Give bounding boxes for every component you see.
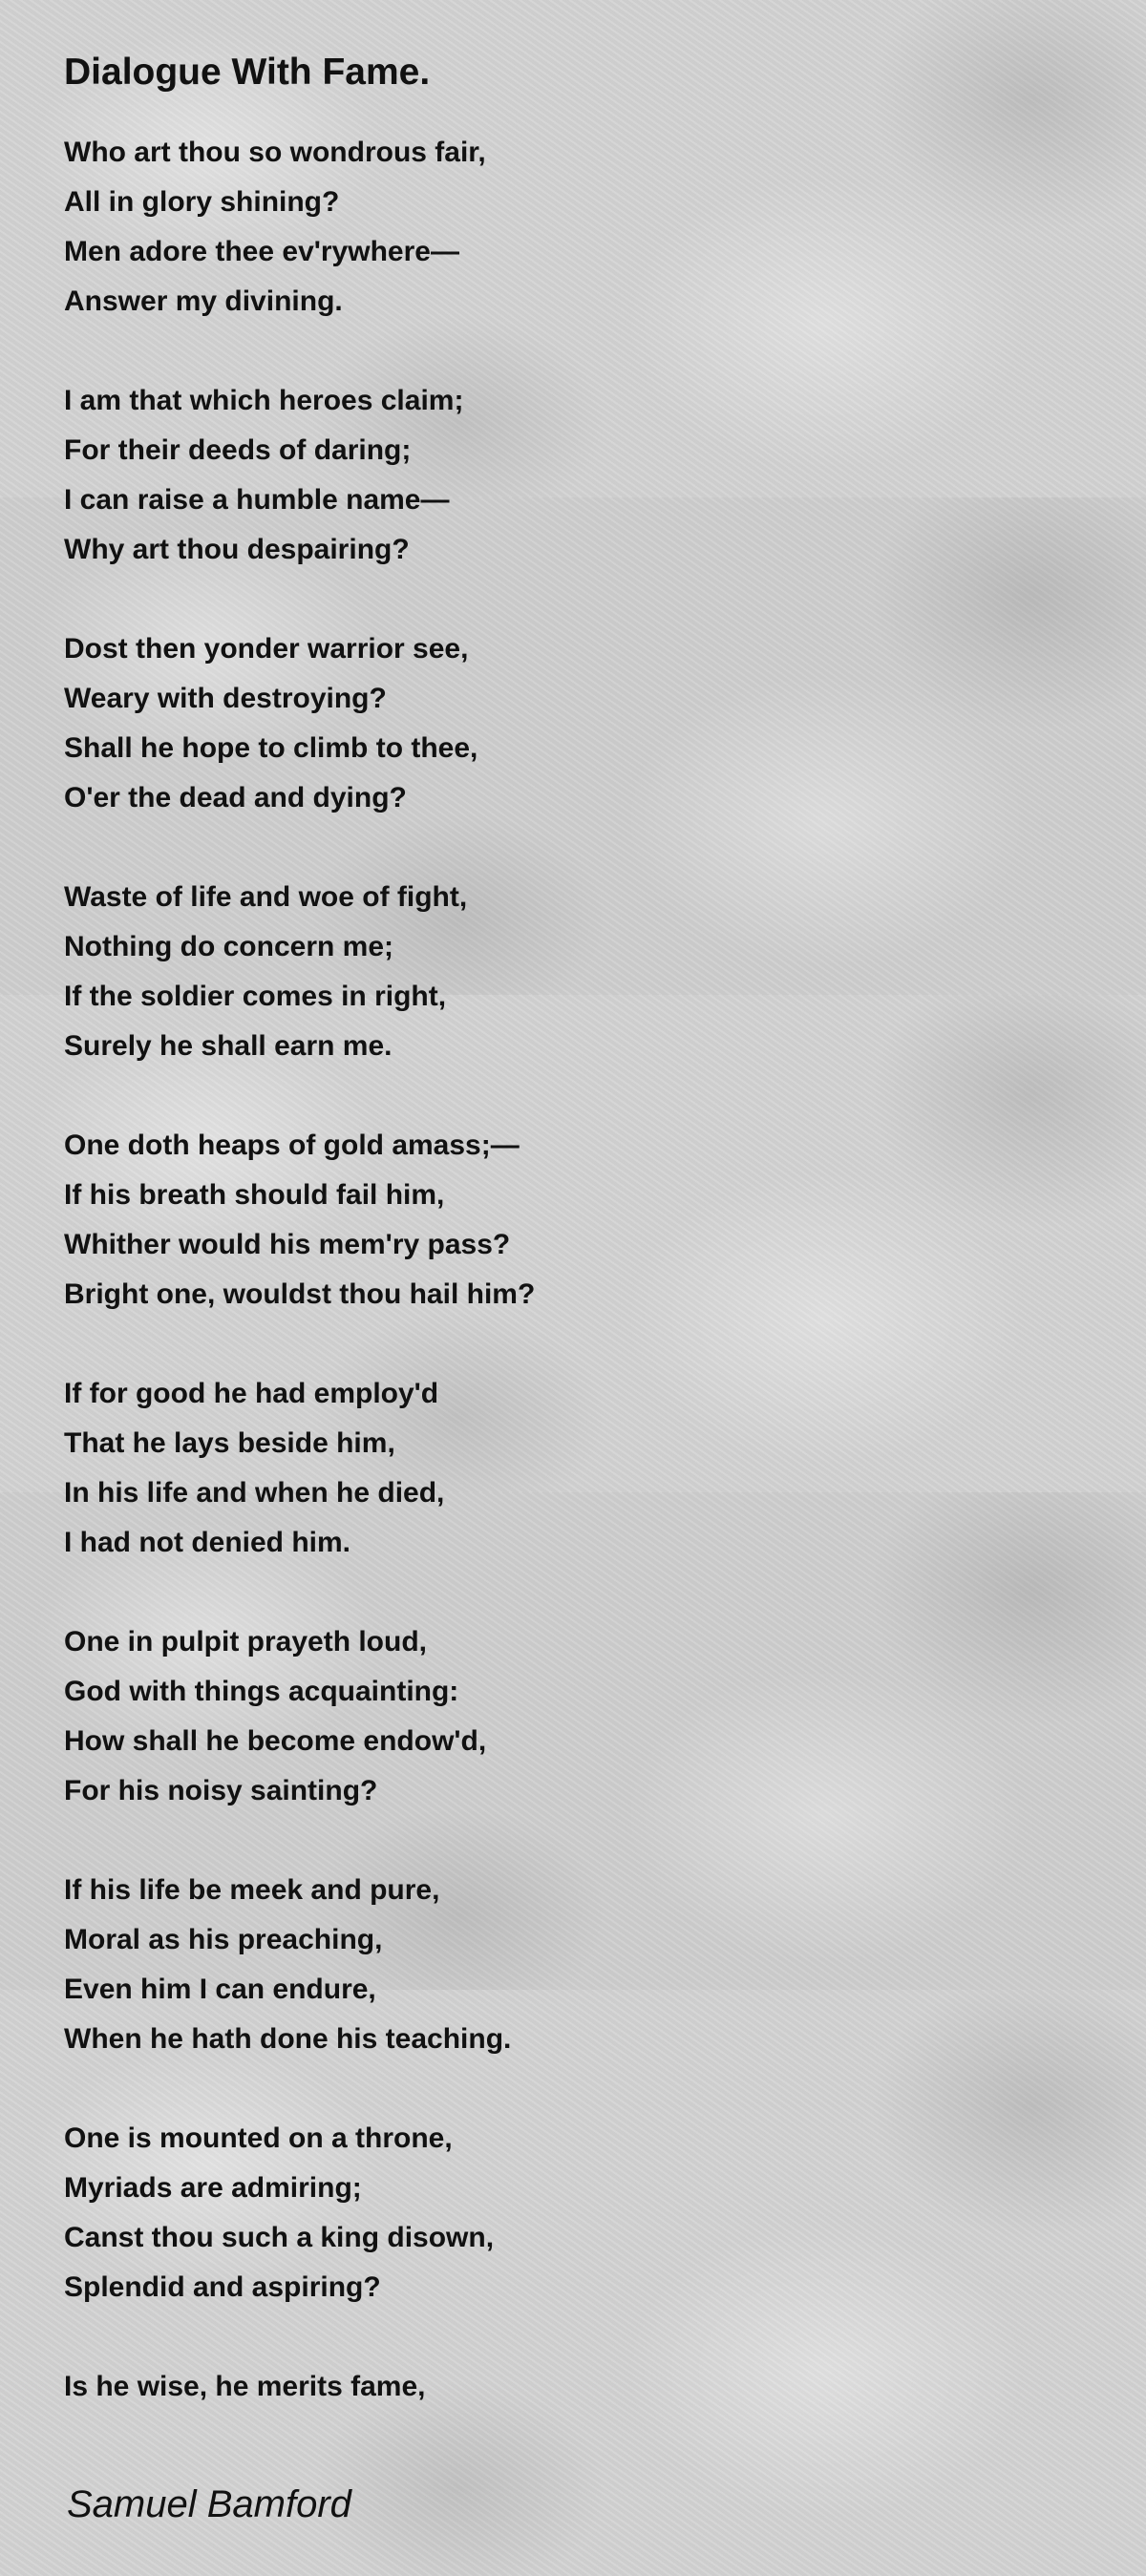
poem-line: If the soldier comes in right, — [64, 981, 447, 1012]
poem-line: Who art thou so wondrous fair, — [64, 137, 486, 168]
stanza — [64, 1866, 1095, 2064]
poem-line: Dost then yonder warrior see, — [64, 633, 469, 665]
poem-line: Weary with destroying? — [64, 683, 387, 714]
poem-line: That he lays beside him, — [64, 1427, 395, 1459]
stanza — [64, 624, 1095, 823]
poem-line: All in glory shining? — [64, 186, 340, 218]
poem-line: One in pulpit prayeth loud, — [64, 1626, 427, 1658]
poem-line: Surely he shall earn me. — [64, 1030, 393, 1062]
poem-line: I am that which heroes claim; — [64, 385, 464, 416]
poem-line: Moral as his preaching, — [64, 1924, 383, 1955]
poem-container — [64, 46, 1095, 2461]
poem-line: One doth heaps of gold amass;— — [64, 1130, 520, 1161]
poem-line: I can raise a humble name— — [64, 484, 450, 516]
poem-line: Bright one, wouldst thou hail him? — [64, 1278, 536, 1310]
stanza — [64, 2362, 1095, 2412]
poem-line: Splendid and aspiring? — [64, 2271, 381, 2303]
poem-line: For their deeds of daring; — [64, 434, 412, 466]
poem-line: If for good he had employ'd — [64, 1378, 439, 1409]
poem-line: Is he wise, he merits fame, — [64, 2371, 426, 2402]
stanza — [64, 376, 1095, 575]
poem-line: If his life be meek and pure, — [64, 1874, 440, 1906]
poem-line: If his breath should fail him, — [64, 1179, 445, 1211]
stanza — [64, 873, 1095, 1071]
poem-line: In his life and when he died, — [64, 1477, 445, 1509]
stanza — [64, 1121, 1095, 1320]
stanza — [64, 128, 1095, 327]
poem-line: Canst thou such a king disown, — [64, 2222, 495, 2253]
poem-line: One is mounted on a throne, — [64, 2122, 453, 2154]
stanza — [64, 1369, 1095, 1568]
poem-line: I had not denied him. — [64, 1527, 350, 1558]
poem-line: Waste of life and woe of fight, — [64, 881, 468, 913]
stanza — [64, 1617, 1095, 1816]
poem-author: Samuel Bamford — [67, 2483, 351, 2525]
poem-line: Whither would his mem'ry pass? — [64, 1229, 511, 1260]
poem-line: O'er the dead and dying? — [64, 782, 407, 813]
poem-line: Even him I can endure, — [64, 1974, 376, 2005]
poem-line: Myriads are admiring; — [64, 2172, 362, 2204]
poem-line: Answer my divining. — [64, 285, 343, 317]
stanza — [64, 2114, 1095, 2312]
poem-line: Men adore thee ev'rywhere— — [64, 236, 459, 267]
poem-line: Nothing do concern me; — [64, 931, 393, 962]
poem-line: God with things acquainting: — [64, 1676, 459, 1707]
poem-line: How shall he become endow'd, — [64, 1725, 487, 1757]
poem-title: Dialogue With Fame. — [64, 52, 431, 93]
poem-line: For his noisy sainting? — [64, 1775, 378, 1806]
poem-line: Shall he hope to climb to thee, — [64, 732, 478, 764]
poem-line: Why art thou despairing? — [64, 534, 410, 565]
poem-line: When he hath done his teaching. — [64, 2023, 512, 2055]
